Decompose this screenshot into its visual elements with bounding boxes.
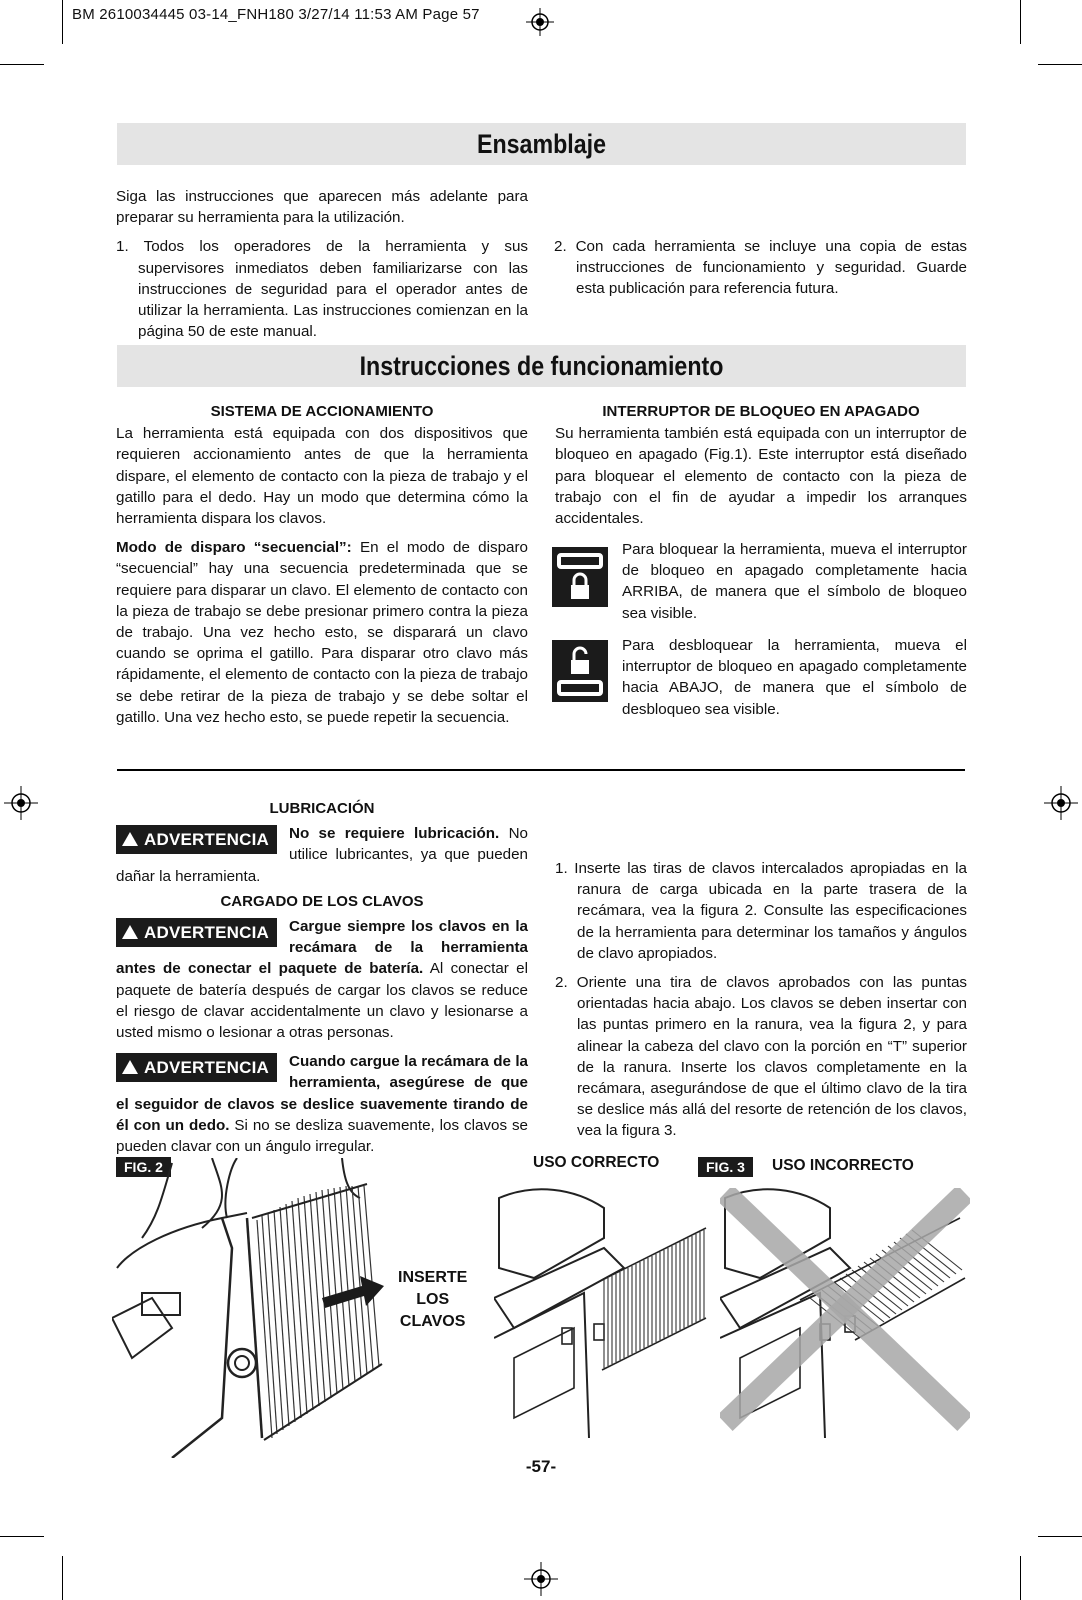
crop-mark bbox=[0, 1536, 44, 1537]
registration-mark-icon bbox=[526, 6, 554, 38]
lubrication-heading: LUBRICACIÓN bbox=[269, 800, 375, 817]
correct-use-caption: USO CORRECTO bbox=[533, 1154, 660, 1171]
assembly-right-column bbox=[554, 186, 967, 308]
loading-step-1: 1. Inserte las tiras de clavos intercalados apropiadas en la ranura de carga ubicada en la parte trasera de la recámara, vea la figura 2. Consulte las especificaciones de la herramienta para determinar los tamaños y ángulos de clavo apropiados. bbox=[555, 860, 967, 962]
operation-left-column bbox=[116, 401, 528, 736]
crop-mark bbox=[0, 64, 44, 65]
crop-mark bbox=[1020, 1556, 1021, 1600]
lockoff-heading: INTERRUPTOR DE BLOQUEO EN APAGADO bbox=[602, 403, 920, 420]
lockoff-text: Su herramienta también está equipada con un interruptor de bloqueo en apagado (Fig.1). Este interruptor está diseñado para bloquear el elemento de contacto con la pieza de trabajo con el fin de ayudar a impedir los arranques accidentales. bbox=[555, 425, 967, 528]
sequential-mode-paragraph bbox=[116, 537, 528, 728]
crop-mark bbox=[1038, 64, 1082, 65]
assembly-intro: Siga las instrucciones que aparecen más adelante para preparar su herramienta para la utilización. bbox=[116, 188, 528, 227]
registration-mark-icon bbox=[524, 1562, 558, 1596]
operation-title: Instrucciones de funcionamiento bbox=[359, 351, 724, 381]
insert-nails-callout: INSERTE LOS CLAVOS bbox=[398, 1269, 468, 1330]
mode-text: En el modo de disparo “secuencial” hay una secuencia predeterminada que se requiere para disparar un clavo. El elemento de contacto con la pieza de trabajo se debe presionar primero contra la pieza de trabajo. Una vez hecho esto, se disparará un clavo cuando se oprima el gatillo. Para disparar otro clavo más rápidamente, el elemento de contacto con la pieza de trabajo se debe retirar de la pieza de trabajo y se debe soltar el gatillo. Una vez hecho esto, se puede repetir la secuencia. bbox=[116, 539, 528, 726]
assembly-left-column bbox=[116, 186, 528, 350]
incorrect-use-caption: USO INCORRECTO bbox=[772, 1157, 914, 1174]
print-slug: BM 2610034445 03-14_FNH180 3/27/14 11:53 AM Page 57 bbox=[72, 6, 480, 23]
mode-label: Modo de disparo “secuencial”: bbox=[116, 539, 352, 557]
actuation-heading: SISTEMA DE ACCIONAMIENTO bbox=[210, 403, 434, 420]
fig3-incorrect-illustration bbox=[720, 1188, 970, 1438]
lubrication-warning: ADVERTENCIA No se requiere lubricación. No utilice lubricantes, ya que pueden dañar la herramienta. bbox=[116, 825, 528, 885]
loading-step-2: 2. Oriente una tira de clavos aprobados con las puntas orientadas hacia abajo. Los clavos se deben insertar con las puntas primero en la ranura, vea la figura 2, y para alinear la cabeza del clavo con la porción en “T” superior de la ranura. Inserte los clavos completamente en la recámara, asegurándose de que el último clavo de la tira se deslice más allá del resorte de retención de los clavos, vea la figura 3. bbox=[555, 974, 967, 1140]
loading-heading: CARGADO DE LOS CLAVOS bbox=[220, 892, 424, 910]
fig2-label: FIG. 2 bbox=[116, 1157, 171, 1177]
loading-right-column bbox=[555, 858, 967, 1150]
loading-left-column bbox=[116, 798, 528, 1165]
crop-mark bbox=[1020, 0, 1021, 44]
warning-triangle-icon bbox=[122, 1060, 138, 1074]
lock-icon bbox=[552, 547, 608, 607]
fig3-label: FIG. 3 bbox=[698, 1157, 753, 1177]
warning-badge: ADVERTENCIA bbox=[116, 918, 277, 947]
section-divider bbox=[117, 769, 965, 771]
assembly-banner bbox=[117, 123, 966, 165]
warning-badge: ADVERTENCIA bbox=[116, 1053, 277, 1082]
warning-triangle-icon bbox=[122, 832, 138, 846]
operation-banner bbox=[117, 345, 966, 387]
crop-mark bbox=[1038, 1536, 1082, 1537]
fig3-correct-illustration bbox=[494, 1188, 714, 1438]
assembly-item-2: 2. Con cada herramienta se incluye una copia de estas instrucciones de funcionamiento y seguridad. Guarde esta publicación para referencia futura. bbox=[554, 238, 967, 298]
page-number: -57- bbox=[525, 1457, 557, 1476]
lock-text: Para bloquear la herramienta, mueva el interruptor de bloqueo en apagado completamente hacia ARRIBA, de manera que el símbolo de bloqueo sea visible. bbox=[622, 541, 967, 622]
warning-triangle-icon bbox=[122, 925, 138, 939]
crop-mark bbox=[62, 1556, 63, 1600]
assembly-item-1: 1. Todos los operadores de la herramienta y sus supervisores inmediatos deben familiarizarse con las instrucciones de seguridad para el operador antes de utilizar la herramienta. Las instrucciones comienzan en la página 50 de este manual. bbox=[116, 238, 528, 341]
operation-right-column bbox=[555, 401, 967, 537]
unlock-text: Para desbloquear la herramienta, mueva el interruptor de bloqueo en apagado completamente hacia ABAJO, de manera que el símbolo de desbloqueo sea visible. bbox=[622, 637, 967, 718]
registration-mark-icon bbox=[1044, 786, 1078, 820]
assembly-title: Ensamblaje bbox=[476, 129, 607, 159]
loading-warning-2: ADVERTENCIA Cuando cargue la recámara de la herramienta, asegúrese de que el seguidor de clavos se deslice suavemente tirando de él con un dedo. Si no se desliza suavemente, los clavos se pueden clavar con un ángulo irregular. bbox=[116, 1053, 528, 1156]
registration-mark-icon bbox=[4, 786, 38, 820]
crop-mark bbox=[62, 0, 63, 44]
unlock-icon bbox=[552, 640, 608, 702]
actuation-text: La herramienta está equipada con dos dispositivos que requieren accionamiento antes de que la herramienta dispare, el elemento de contacto con la pieza de trabajo y el gatillo para el dedo. Hay un modo que determina cómo la herramienta dispara los clavos. bbox=[116, 425, 528, 528]
loading-warning-1: ADVERTENCIA Cargue siempre los clavos en la recámara de la herramienta antes de conectar el paquete de batería. Al conectar el paquete de batería después de cargar los clavos se reduce el riesgo de clavar accidentalmente un clavo y lesionarse a usted mismo o lesionar a otras personas. bbox=[116, 918, 528, 1042]
warning-badge: ADVERTENCIA bbox=[116, 825, 277, 854]
